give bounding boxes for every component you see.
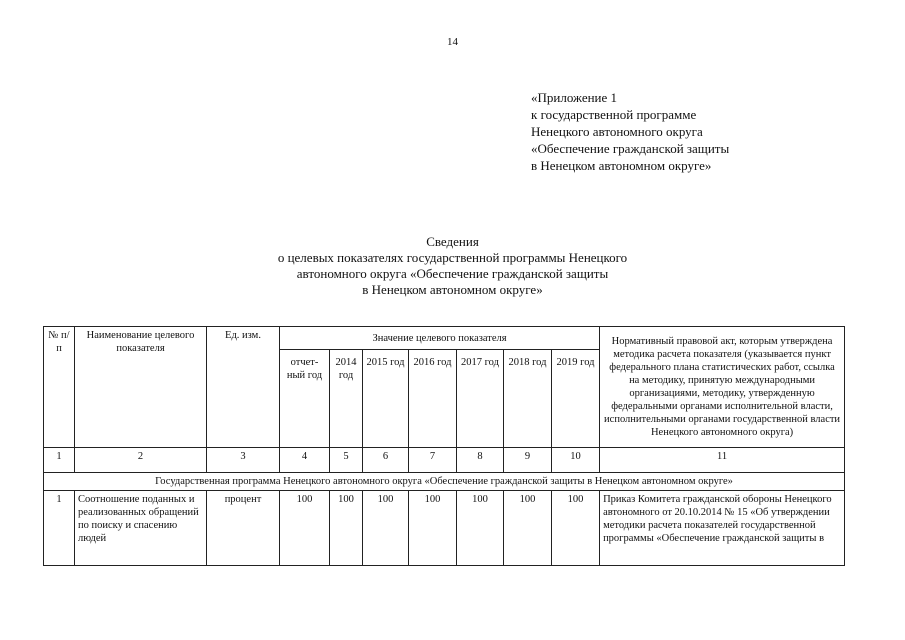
column-number: 2 [75, 448, 207, 473]
indicators-table [43, 326, 845, 566]
title-line: Сведения [426, 234, 479, 249]
appendix-line: «Приложение 1 [531, 90, 618, 105]
row-unit: процент [207, 491, 280, 566]
header-year: 2016 год [409, 350, 457, 448]
page-bottom-margin [0, 592, 905, 640]
header-year: отчет-ный год [280, 350, 330, 448]
row-value: 100 [504, 491, 552, 566]
header-year: 2017 год [457, 350, 504, 448]
column-number: 8 [457, 448, 504, 473]
title-line: в Ненецком автономном округе» [362, 282, 543, 297]
appendix-line: «Обеспечение гражданской защиты [531, 141, 730, 156]
column-number: 1 [44, 448, 75, 473]
header-year: 2015 год [363, 350, 409, 448]
header-name: Наименование целевого показателя [75, 327, 207, 448]
appendix-line: к государственной программе [531, 107, 697, 122]
column-number: 9 [504, 448, 552, 473]
program-title: Государственная программа Ненецкого автономного округа «Обеспечение гражданской защиты в Ненецком автономном округе» [44, 473, 845, 491]
column-number: 11 [600, 448, 845, 473]
header-values-group: Значение целевого показателя [280, 327, 600, 350]
title-line: автономного округа «Обеспечение гражданской защиты [296, 266, 609, 281]
header-act: Нормативный правовой акт, которым утверждена методика расчета показателя (указывается пункт федерального плана статистических работ, ссылка на методику, принятую международными организациями, методику, утвержденную федеральными органами исполнительной власти, исполнительными органами государственной власти Ненецкого автономного округа) [600, 327, 845, 448]
column-number-row [44, 448, 845, 473]
column-number: 3 [207, 448, 280, 473]
column-number: 7 [409, 448, 457, 473]
column-number: 10 [552, 448, 600, 473]
row-value: 100 [409, 491, 457, 566]
appendix-line: Ненецкого автономного округа [531, 124, 703, 139]
appendix-heading [531, 89, 729, 174]
row-value: 100 [363, 491, 409, 566]
table-header-row [44, 327, 845, 350]
row-num: 1 [44, 491, 75, 566]
appendix-line: в Ненецком автономном округе» [531, 158, 712, 173]
row-value: 100 [552, 491, 600, 566]
header-year: 2018 год [504, 350, 552, 448]
page-number: 14 [447, 36, 458, 48]
header-unit: Ед. изм. [207, 327, 280, 448]
row-name: Соотношение поданных и реализованных обращений по поиску и спасению людей [75, 491, 207, 566]
row-act: Приказ Комитета гражданской обороны Ненецкого автономного от 20.10.2014 № 15 «Об утверждении методики расчета показателей государственной программы «Обеспечение гражданской защиты в [600, 491, 845, 566]
header-year: 2014 год [330, 350, 363, 448]
row-value: 100 [280, 491, 330, 566]
row-value: 100 [457, 491, 504, 566]
column-number: 6 [363, 448, 409, 473]
row-value: 100 [330, 491, 363, 566]
column-number: 5 [330, 448, 363, 473]
program-row [44, 473, 845, 491]
header-num: № п/п [44, 327, 75, 448]
table-row [44, 491, 845, 566]
document-title [0, 234, 905, 298]
column-number: 4 [280, 448, 330, 473]
header-year: 2019 год [552, 350, 600, 448]
title-line: о целевых показателях государственной программы Ненецкого [277, 250, 628, 265]
